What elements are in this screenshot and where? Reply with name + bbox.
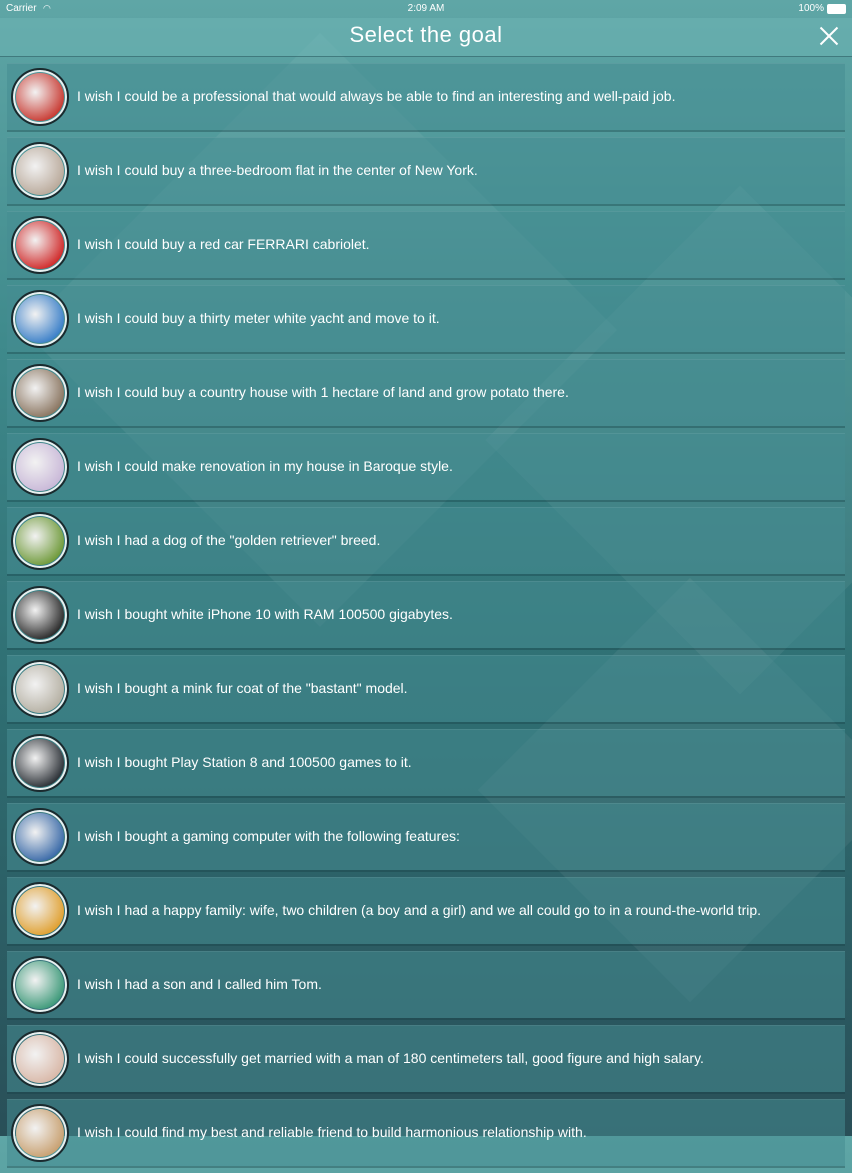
- goal-row[interactable]: [7, 507, 845, 574]
- goal-avatar: [11, 142, 69, 200]
- carrier-label: Carrier: [6, 3, 37, 14]
- page-title: Select the goal: [349, 22, 503, 47]
- goal-avatar: [11, 216, 69, 274]
- renovation-icon: [16, 443, 64, 491]
- goal-row[interactable]: [7, 803, 845, 870]
- best-friends-icon: [16, 1109, 64, 1157]
- goal-row[interactable]: [7, 951, 845, 1018]
- goal-row[interactable]: [7, 1099, 845, 1166]
- goal-text: I wish I could find my best and reliable friend to build harmonious relationship with.: [77, 1124, 587, 1140]
- goal-text: I wish I bought Play Station 8 and 100500 games to it.: [77, 754, 412, 770]
- goal-row[interactable]: [7, 1025, 845, 1092]
- goal-text: I wish I could buy a thirty meter white yacht and move to it.: [77, 310, 440, 326]
- navigation-bar: [0, 18, 852, 57]
- goal-avatar: [11, 882, 69, 940]
- game-console-icon: [16, 739, 64, 787]
- family-sunset-icon: [16, 887, 64, 935]
- goal-row[interactable]: [7, 63, 845, 130]
- fur-coat-icon: [16, 665, 64, 713]
- goal-avatar: [11, 1030, 69, 1088]
- goal-avatar: [11, 512, 69, 570]
- goal-text: I wish I had a happy family: wife, two children (a boy and a girl) and we all could go to in a round-the-world trip.: [77, 902, 762, 918]
- goal-avatar: [11, 956, 69, 1014]
- goal-text: I wish I had a dog of the "golden retriever" breed.: [77, 532, 381, 548]
- goal-row[interactable]: [7, 137, 845, 204]
- red-figure-icon: [16, 73, 64, 121]
- goal-row[interactable]: [7, 285, 845, 352]
- goal-avatar: [11, 1104, 69, 1162]
- goal-avatar: [11, 438, 69, 496]
- field-icon: [16, 369, 64, 417]
- red-car-icon: [16, 221, 64, 269]
- goal-avatar: [11, 808, 69, 866]
- battery-icon: [827, 4, 846, 14]
- goal-text: I wish I could successfully get married with a man of 180 centimeters tall, good figure and high salary.: [77, 1050, 704, 1066]
- battery-percent: 100%: [798, 3, 824, 14]
- goal-avatar: [11, 364, 69, 422]
- goal-text: I wish I could buy a red car FERRARI cabriolet.: [77, 236, 370, 252]
- goal-text: I wish I had a son and I called him Tom.: [77, 976, 322, 992]
- goal-row[interactable]: [7, 359, 845, 426]
- goal-row[interactable]: [7, 729, 845, 796]
- goal-avatar: [11, 586, 69, 644]
- goal-row[interactable]: [7, 433, 845, 500]
- goal-avatar: [11, 290, 69, 348]
- yacht-icon: [16, 295, 64, 343]
- close-icon[interactable]: [818, 25, 840, 47]
- goal-text: I wish I could make renovation in my house in Baroque style.: [77, 458, 453, 474]
- cartoon-boy-icon: [16, 961, 64, 1009]
- goal-text: I wish I could buy a three-bedroom flat in the center of New York.: [77, 162, 478, 178]
- goal-row[interactable]: [7, 581, 845, 648]
- goal-text: I wish I bought a mink fur coat of the "bastant" model.: [77, 680, 408, 696]
- monitor-icon: [16, 813, 64, 861]
- telephone-icon: [16, 591, 64, 639]
- wedding-rings-icon: [16, 1035, 64, 1083]
- goal-text: I wish I bought a gaming computer with the following features:: [77, 828, 460, 844]
- goal-text: I wish I bought white iPhone 10 with RAM 100500 gigabytes.: [77, 606, 453, 622]
- goal-row[interactable]: [7, 877, 845, 944]
- dog-icon: [16, 517, 64, 565]
- goal-list: [7, 63, 845, 1173]
- goal-avatar: [11, 68, 69, 126]
- wifi-icon: ◠: [43, 3, 51, 13]
- goal-text: I wish I could be a professional that would always be able to find an interesting and well-paid job.: [77, 88, 676, 104]
- goal-avatar: [11, 660, 69, 718]
- goal-row[interactable]: [7, 211, 845, 278]
- apartment-icon: [16, 147, 64, 195]
- goal-avatar: [11, 734, 69, 792]
- goal-row[interactable]: [7, 655, 845, 722]
- clock: 2:09 AM: [407, 3, 445, 14]
- status-bar: [0, 0, 852, 18]
- goal-text: I wish I could buy a country house with 1 hectare of land and grow potato there.: [77, 384, 569, 400]
